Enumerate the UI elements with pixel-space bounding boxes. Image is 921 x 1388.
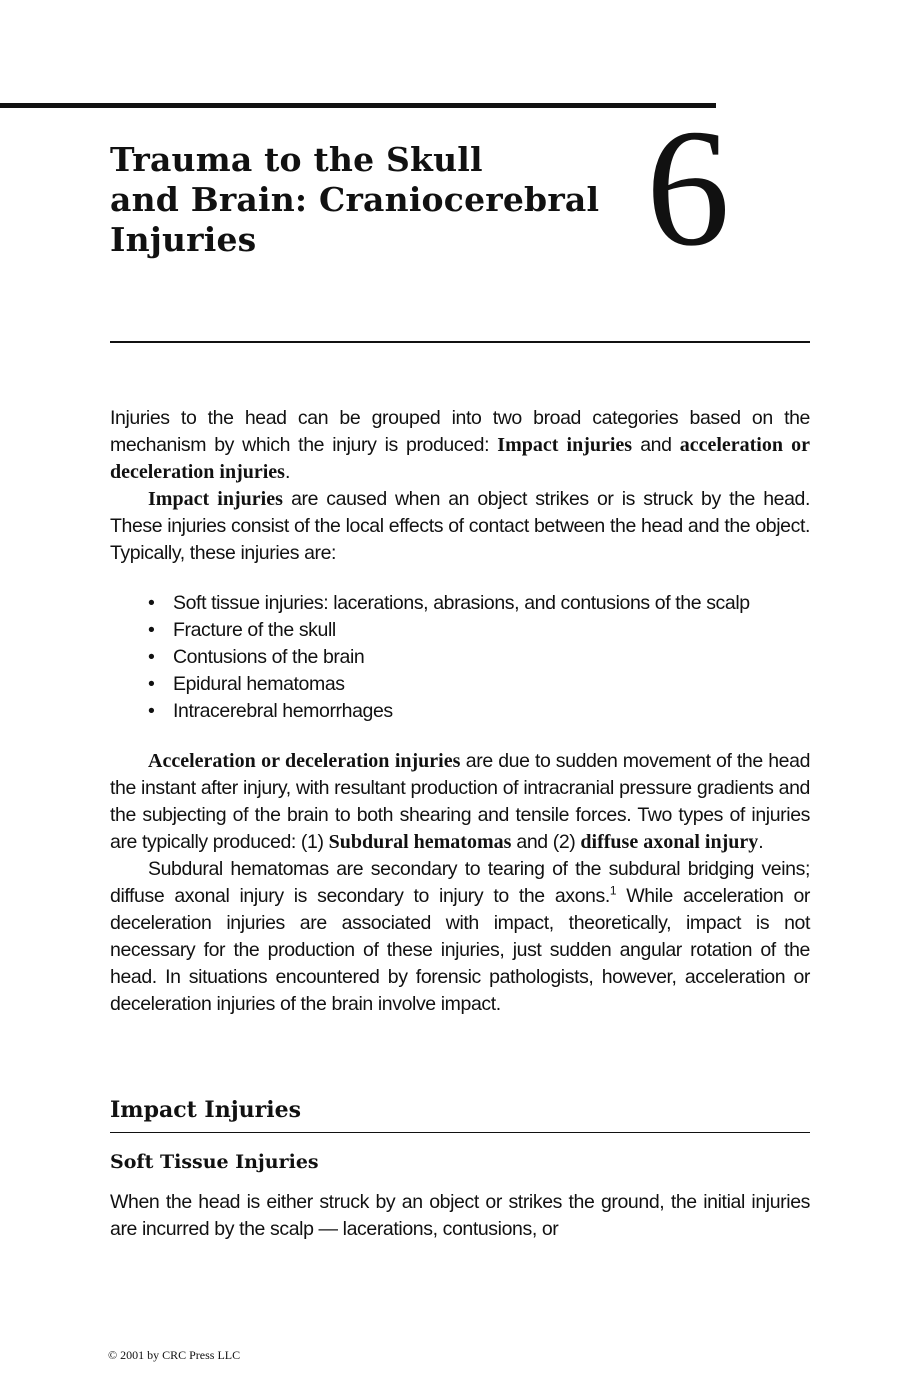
copyright-footer: © 2001 by CRC Press LLC xyxy=(108,1348,241,1362)
term-acceleration-injuries: acceleration or deceleration injuries xyxy=(110,434,810,483)
acceleration-text: are due to sudden movement of the head the instant after injury, with resultant production of intracranial pressure gradients and the subjecting of the brain to both shearing and tensile forces. Two types of injuries are typically produced: (1) xyxy=(110,750,811,853)
list-item xyxy=(110,590,810,617)
intro-paragraph xyxy=(110,405,810,486)
subdural-text-a: Subdural hematomas are secondary to tearing of the subdural bridging veins; diffuse axonal injury is secondary to injury to the axons. xyxy=(110,858,810,907)
acceleration-end: . xyxy=(758,831,764,853)
term-impact-injuries: Impact injuries xyxy=(497,434,633,456)
section-heading: Impact Injuries xyxy=(110,1097,301,1123)
soft-tissue-paragraph: When the head is either struck by an object or strikes the ground, the initial injuries are incurred by the scalp — lacerations, contusions, or xyxy=(110,1191,810,1240)
list-item-text: Contusions of the brain xyxy=(173,646,365,668)
acceleration-and: and (2) xyxy=(511,831,581,853)
chapter-title xyxy=(110,140,610,260)
injury-list xyxy=(110,590,810,725)
list-item xyxy=(110,644,810,671)
term-acceleration-injuries-2: Acceleration or deceleration injuries xyxy=(148,750,461,772)
term-diffuse-axonal-injury: diffuse axonal injury xyxy=(580,831,759,853)
list-item-text: Soft tissue injuries: lacerations, abrasions, and contusions of the scalp xyxy=(173,592,750,614)
chapter-top-rule xyxy=(0,103,716,108)
intro-and: and xyxy=(632,434,680,456)
list-item xyxy=(110,617,810,644)
list-item-text: Epidural hematomas xyxy=(173,673,345,695)
bullet-marker: • xyxy=(148,619,155,641)
bullet-marker: • xyxy=(148,700,155,722)
list-item xyxy=(110,698,810,725)
subdural-text-b: While acceleration or deceleration injuries are associated with impact, theoretically, impact is not necessary for the production of these injuries, just sudden angular rotation of the head. In situations encountered by forensic pathologists, however, acceleration or deceleration injuries of the brain involve impact. xyxy=(110,885,810,1015)
bullet-marker: • xyxy=(148,592,155,614)
intro-end: . xyxy=(284,461,290,483)
term-subdural-hematomas: Subdural hematomas xyxy=(328,831,512,853)
chapter-title-line-3: Injuries xyxy=(110,220,257,259)
body-text xyxy=(110,405,810,1018)
subdural-paragraph xyxy=(110,856,810,1018)
chapter-title-line-1: Trauma to the Skull xyxy=(110,140,483,179)
bullet-marker: • xyxy=(148,673,155,695)
bullet-marker: • xyxy=(148,646,155,668)
list-item-text: Fracture of the skull xyxy=(173,619,336,641)
list-item-text: Intracerebral hemorrhages xyxy=(173,700,393,722)
acceleration-paragraph xyxy=(110,748,810,856)
title-rule xyxy=(110,341,810,343)
reference-marker: 1 xyxy=(609,883,617,898)
subsection-heading: Soft Tissue Injuries xyxy=(110,1151,319,1173)
term-impact-injuries-2: Impact injuries xyxy=(148,488,283,510)
section-rule xyxy=(110,1132,810,1133)
intro-text: Injuries to the head can be grouped into two broad categories based on the mechanism by which the injury is produced: xyxy=(110,407,810,456)
impact-paragraph xyxy=(110,486,810,567)
impact-text: are caused when an object strikes or is struck by the head. These injuries consist of the local effects of contact between the head and the object. Typically, these injuries are: xyxy=(110,488,810,564)
list-item xyxy=(110,671,810,698)
chapter-title-line-2: and Brain: Craniocerebral xyxy=(110,180,600,219)
chapter-number: 6 xyxy=(646,95,730,281)
